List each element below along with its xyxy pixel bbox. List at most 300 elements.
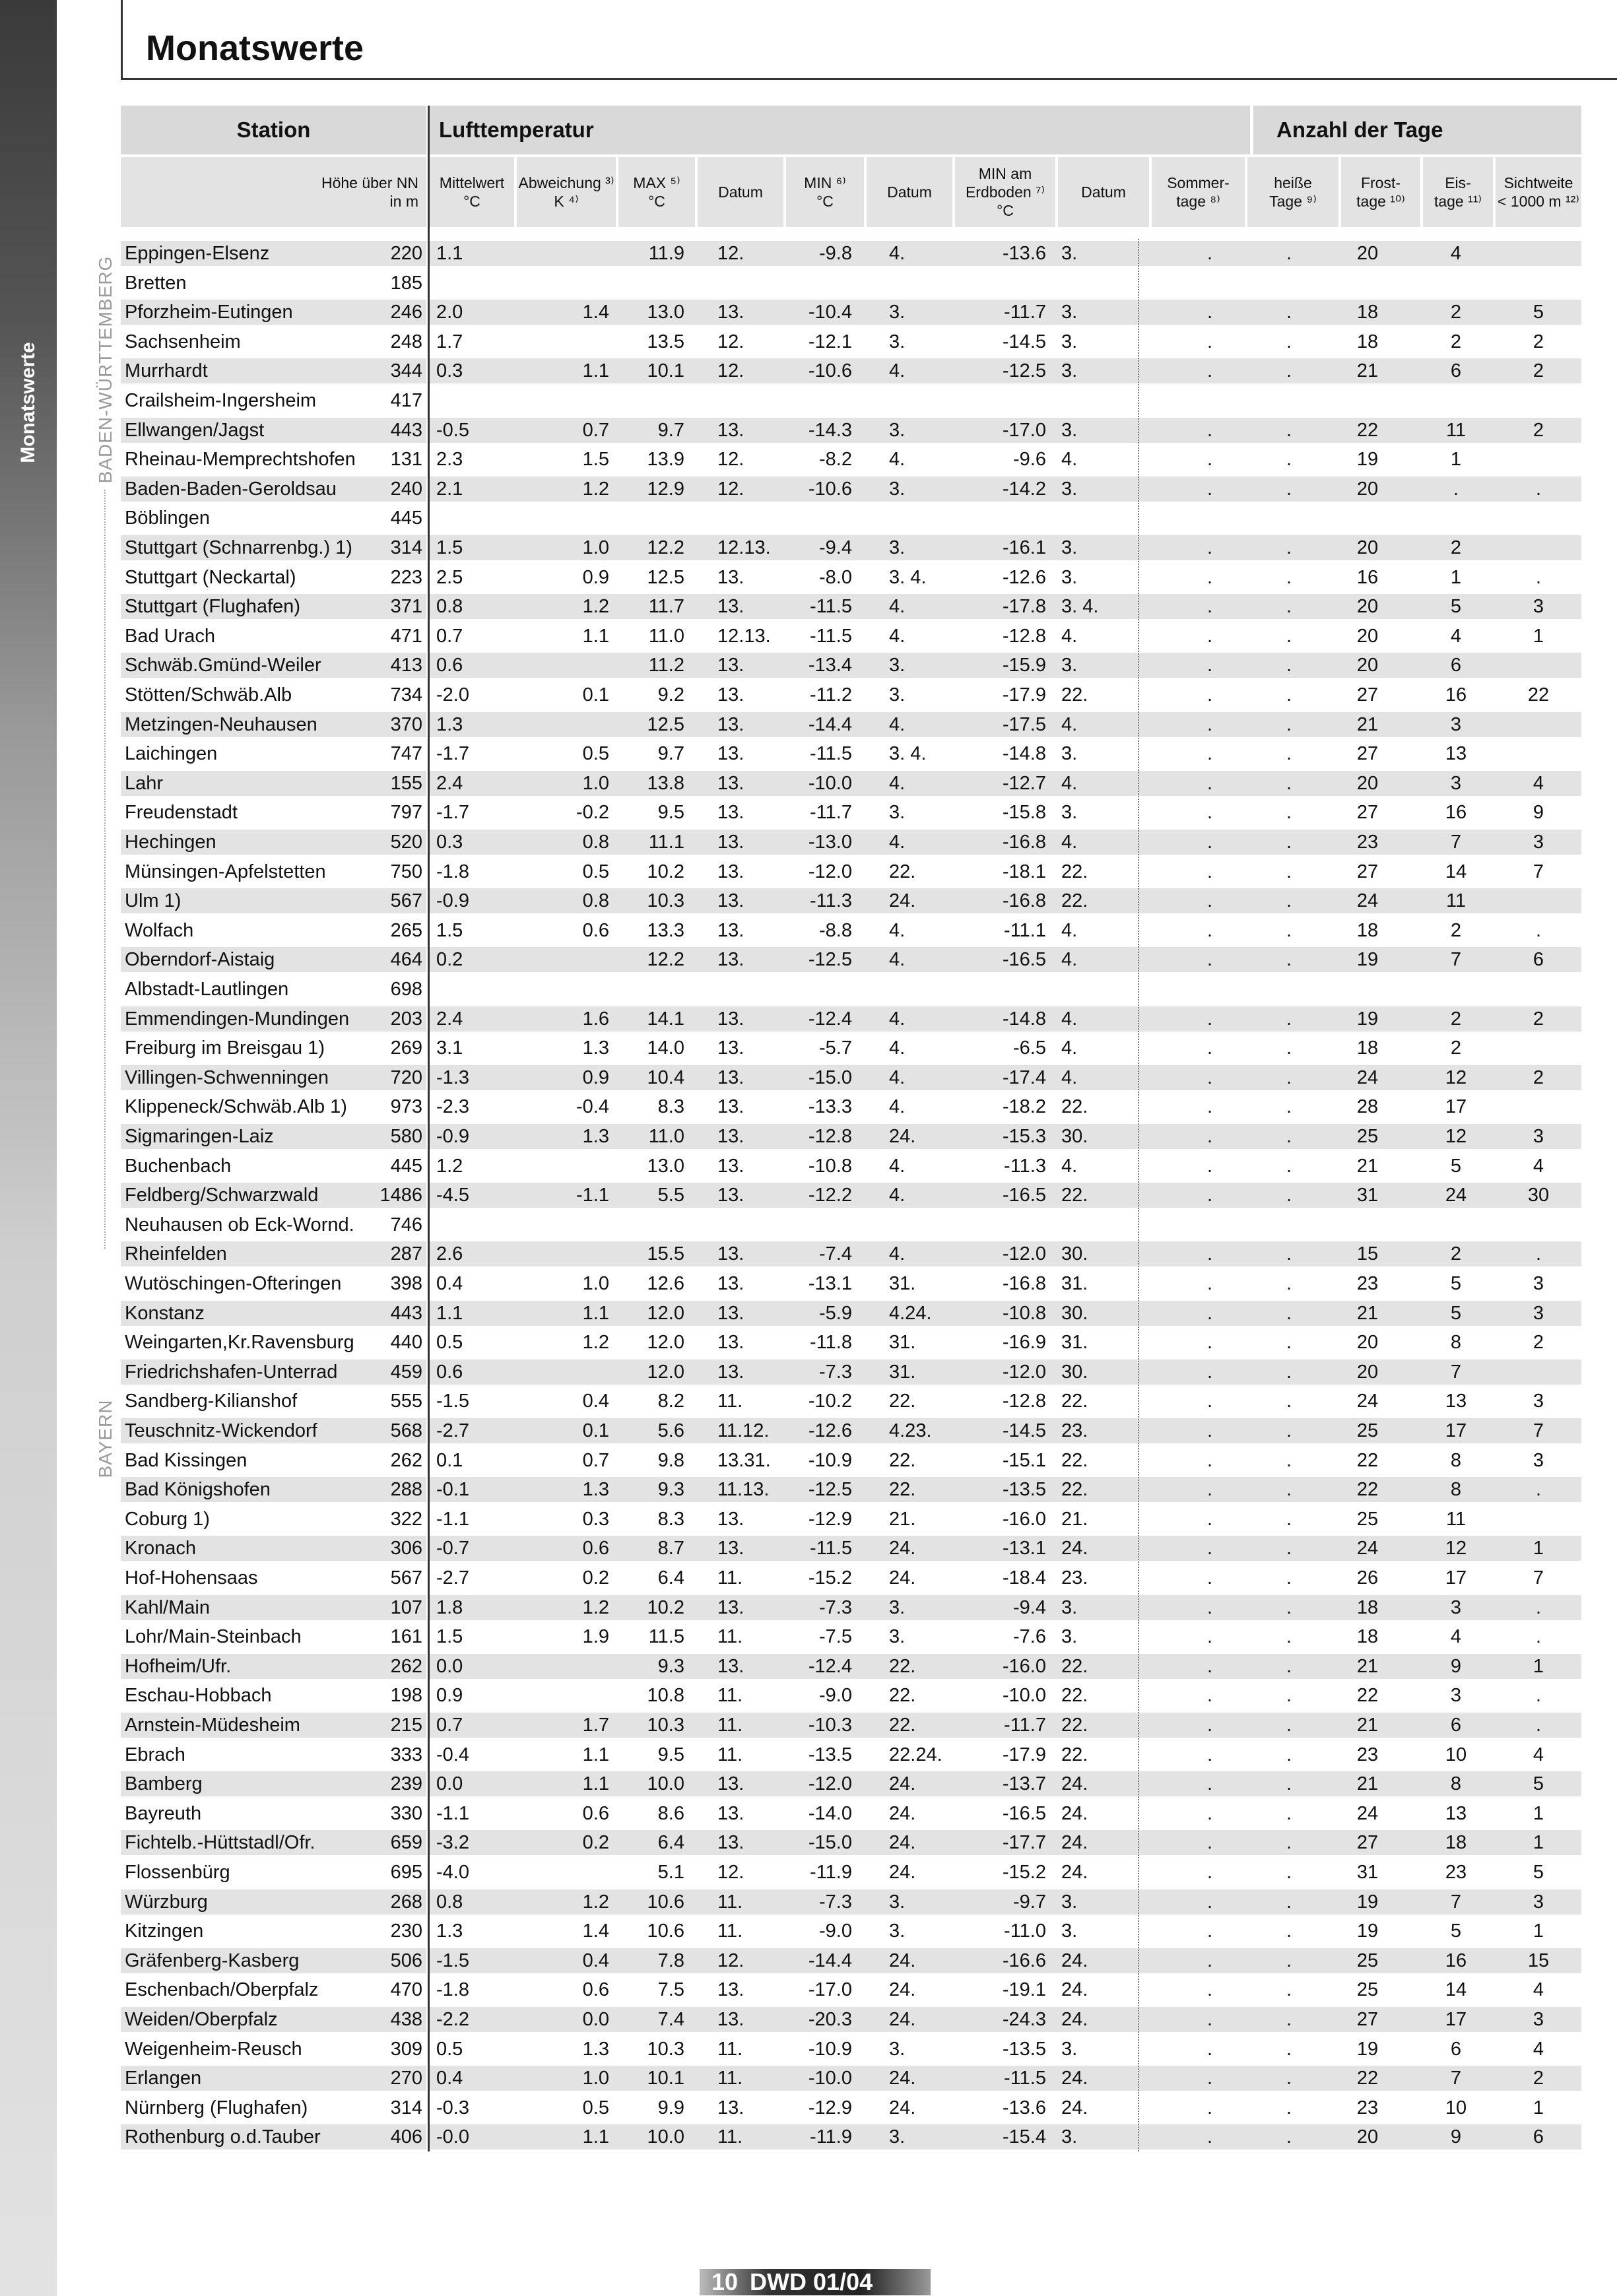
cell-sichtweite: .: [1535, 1685, 1542, 1707]
cell-min: -14.0: [808, 1802, 852, 1824]
cell-min: [786, 504, 852, 533]
cell-hoehe: 746: [390, 1214, 422, 1235]
cell-heisse-tage: .: [1286, 1685, 1292, 1707]
cell-heisse-tage: .: [1286, 890, 1292, 912]
cell-heisse-tage: .: [1286, 478, 1292, 500]
cell-eistage: 7: [1450, 2068, 1462, 2089]
table-row: [121, 1475, 1581, 1505]
cell-datum-erdboden: 22.: [1061, 1391, 1088, 1412]
cell-mittelwert: 0.3: [436, 360, 463, 382]
cell-sommertage: .: [1206, 1979, 1213, 2001]
cell-datum-erdboden: 31.: [1061, 1332, 1088, 1354]
cell-abweichung: 1.1: [582, 1302, 609, 1324]
cell-min-erdboden: -13.5: [1002, 2038, 1046, 2060]
cell-heisse-tage: .: [1286, 1920, 1292, 1942]
table-row: [121, 1563, 1581, 1593]
cell-min: -10.4: [808, 302, 852, 323]
cell-min-erdboden: -12.0: [1002, 1361, 1046, 1383]
cell-sichtweite: 6: [1533, 949, 1544, 971]
cell-hoehe: 288: [390, 1479, 422, 1501]
cell-sommertage: .: [1206, 1302, 1213, 1324]
cell-hoehe: 567: [390, 890, 422, 912]
cell-station-name: Bad Kissingen: [125, 1449, 248, 1471]
cell-station-name: Hechingen: [125, 832, 216, 853]
cell-datum-max: 11.: [717, 1567, 743, 1589]
cell-eistage: 17: [1445, 1420, 1467, 1441]
cell-min-erdboden: -17.4: [1002, 1066, 1046, 1088]
cell-abweichung: 1.2: [582, 1891, 609, 1913]
cell-min: -10.0: [808, 772, 852, 794]
cell-min: -10.2: [808, 1391, 852, 1412]
cell-hoehe: 314: [390, 537, 422, 558]
header-datum-min: Datum: [867, 157, 952, 227]
cell-datum-erdboden: 3.: [1061, 331, 1078, 352]
cell-min: -12.9: [808, 1508, 852, 1530]
cell-datum-min: 21.: [889, 1508, 916, 1530]
cell-max: 8.7: [657, 1538, 684, 1559]
cell-min-erdboden: -17.9: [1002, 1744, 1046, 1765]
cell-min: -11.8: [810, 1332, 852, 1354]
cell-datum-max: 13.: [717, 1185, 744, 1206]
cell-sichtweite: 5: [1533, 1862, 1544, 1883]
cell-station-name: Ebrach: [125, 1744, 185, 1765]
cell-hoehe: 417: [390, 390, 422, 411]
cell-eistage: 4: [1450, 243, 1462, 264]
table-row: [121, 1239, 1581, 1269]
cell-hoehe: 406: [390, 2126, 422, 2148]
cell-datum-erdboden: 24.: [1061, 1538, 1088, 1559]
cell-station-name: Friedrichshafen-Unterrad: [125, 1361, 338, 1383]
cell-hoehe: 734: [390, 684, 422, 705]
cell-eistage: 23: [1445, 1862, 1467, 1883]
cell-eistage: 8: [1450, 1449, 1462, 1471]
table-row: [121, 1299, 1581, 1328]
table-row: [121, 798, 1581, 828]
cell-sommertage: .: [1206, 655, 1213, 676]
cell-min-erdboden: -17.0: [1002, 419, 1046, 441]
cell-datum-min: 4.: [889, 1185, 906, 1206]
cell-max: 5.1: [657, 1862, 684, 1883]
cell-abweichung: -1.1: [576, 1185, 609, 1206]
cell-hoehe: 198: [390, 1685, 422, 1707]
cell-eistage: 6: [1450, 655, 1462, 676]
cell-heisse-tage: .: [1286, 949, 1292, 971]
cell-sommertage: [1190, 269, 1230, 298]
cell-abweichung: 0.6: [582, 1979, 609, 2001]
cell-hoehe: 747: [390, 743, 422, 765]
cell-eistage: 2: [1450, 1243, 1462, 1265]
cell-heisse-tage: .: [1286, 2038, 1292, 2060]
cell-min-erdboden: -16.5: [1002, 1802, 1046, 1824]
cell-max: 10.8: [647, 1685, 684, 1707]
cell-max: 11.7: [648, 596, 684, 618]
cell-sichtweite: [1496, 1210, 1581, 1240]
cell-max: 9.7: [657, 743, 684, 765]
header-sichtweite: Sichtweite < 1000 m ¹²⁾: [1496, 157, 1581, 227]
cell-datum-erdboden: 24.: [1061, 2009, 1088, 2030]
cell-heisse-tage: .: [1286, 1008, 1292, 1030]
cell-frosttage: 24: [1356, 890, 1379, 912]
cell-max: 10.4: [647, 1066, 684, 1088]
cell-heisse-tage: .: [1286, 566, 1292, 588]
cell-abweichung: 1.2: [582, 596, 609, 618]
cell-datum-erdboden: 4.: [1061, 1155, 1078, 1177]
cell-abweichung: [517, 386, 609, 416]
cell-heisse-tage: .: [1286, 1361, 1292, 1383]
cell-mittelwert: -0.5: [436, 419, 469, 441]
cell-abweichung: [517, 504, 609, 533]
cell-sichtweite: 1: [1533, 1832, 1544, 1854]
cell-datum-erdboden: 24.: [1061, 2068, 1088, 2089]
cell-datum-erdboden: 22.: [1061, 1096, 1088, 1118]
cell-abweichung: 1.2: [582, 1332, 609, 1354]
cell-heisse-tage: .: [1286, 1950, 1292, 1971]
cell-max: 5.5: [657, 1185, 684, 1206]
cell-frosttage: 25: [1356, 1950, 1379, 1971]
cell-abweichung: 1.1: [582, 625, 609, 647]
cell-abweichung: 0.5: [582, 743, 609, 765]
cell-mittelwert: 1.2: [436, 1155, 463, 1177]
cell-eistage: 6: [1450, 2038, 1462, 2060]
cell-min-erdboden: -11.3: [1004, 1155, 1046, 1177]
cell-frosttage: 22: [1356, 1449, 1379, 1471]
cell-datum-min: 4.: [889, 625, 906, 647]
table-row: [121, 1740, 1581, 1770]
cell-datum-erdboden: 30.: [1061, 1361, 1088, 1383]
cell-frosttage: 16: [1356, 566, 1379, 588]
cell-max: 11.1: [648, 832, 684, 853]
table-row: [121, 828, 1581, 857]
cell-heisse-tage: .: [1286, 537, 1292, 558]
cell-datum-min: 3.: [889, 2126, 906, 2148]
cell-max: [618, 386, 684, 416]
cell-abweichung: [517, 1681, 609, 1711]
cell-min-erdboden: -11.7: [1004, 1715, 1046, 1736]
cell-abweichung: 0.8: [582, 832, 609, 853]
cell-datum-min: 3. 4.: [889, 743, 927, 765]
header-sommertage: Sommer- tage ⁸⁾: [1152, 157, 1245, 227]
cell-sommertage: .: [1206, 331, 1213, 352]
cell-datum-erdboden: 3.: [1061, 243, 1078, 264]
cell-sichtweite: [1496, 1358, 1581, 1387]
cell-sichtweite: 6: [1533, 2126, 1544, 2148]
cell-min-erdboden: -16.1: [1002, 537, 1046, 558]
cell-station-name: Stuttgart (Schnarrenbg.) 1): [125, 537, 352, 558]
title-box: [121, 0, 1617, 80]
cell-heisse-tage: .: [1286, 1832, 1292, 1854]
cell-sichtweite: [1496, 386, 1581, 416]
column-divider-dotted: [1138, 239, 1139, 2151]
cell-min: -8.0: [819, 566, 852, 588]
cell-min: -12.8: [808, 1126, 852, 1147]
cell-min: -11.7: [810, 802, 852, 824]
cell-mittelwert: -0.9: [436, 890, 469, 912]
table-row: [121, 1917, 1581, 1946]
cell-sommertage: .: [1206, 949, 1213, 971]
cell-datum-min: 3.: [889, 478, 906, 500]
cell-sommertage: .: [1206, 2097, 1213, 2118]
cell-hoehe: 470: [390, 1979, 422, 2001]
cell-station-name: Ellwangen/Jagst: [125, 419, 265, 441]
cell-max: [618, 269, 684, 298]
cell-hoehe: 230: [390, 1920, 422, 1942]
cell-sichtweite: [1496, 886, 1581, 916]
table-row: [121, 857, 1581, 887]
cell-datum-min: 24.: [889, 1773, 916, 1795]
cell-frosttage: 15: [1356, 1243, 1379, 1265]
header-abweichung: Abweichung ³⁾ K ⁴⁾: [517, 157, 616, 227]
cell-sichtweite: 2: [1533, 2068, 1544, 2089]
header-min-erdboden: MIN am Erdboden ⁷⁾ °C: [955, 157, 1055, 227]
cell-heisse-tage: .: [1286, 1332, 1292, 1354]
cell-sichtweite: [1496, 533, 1581, 563]
cell-datum-erdboden: 3.: [1061, 1891, 1078, 1913]
cell-sichtweite: 3: [1533, 1302, 1544, 1324]
cell-eistage: 2: [1450, 331, 1462, 352]
cell-mittelwert: 0.5: [436, 2038, 463, 2060]
cell-max: [618, 504, 684, 533]
cell-sommertage: .: [1206, 1449, 1213, 1471]
cell-min-erdboden: -12.8: [1002, 625, 1046, 647]
cell-max: 12.5: [647, 566, 684, 588]
cell-min-erdboden: -11.1: [1004, 919, 1046, 941]
cell-station-name: Bamberg: [125, 1773, 203, 1795]
cell-eistage: 4: [1450, 625, 1462, 647]
cell-eistage: 6: [1450, 360, 1462, 382]
cell-station-name: Weingarten,Kr.Ravensburg: [125, 1332, 354, 1354]
cell-sommertage: .: [1206, 1155, 1213, 1177]
cell-heisse-tage: .: [1286, 625, 1292, 647]
cell-heisse-tage: .: [1286, 713, 1292, 735]
cell-min-erdboden: -11.7: [1004, 302, 1046, 323]
cell-datum-min: 4.: [889, 1243, 906, 1265]
cell-datum-min: 22.: [889, 861, 916, 882]
cell-min-erdboden: -19.1: [1002, 1979, 1046, 2001]
cell-heisse-tage: .: [1286, 1185, 1292, 1206]
cell-mittelwert: -2.7: [436, 1420, 469, 1441]
cell-sommertage: .: [1206, 1685, 1213, 1707]
cell-eistage: [1423, 1210, 1489, 1240]
cell-frosttage: 22: [1356, 1685, 1379, 1707]
cell-datum-max: 13.: [717, 743, 744, 765]
cell-sommertage: .: [1206, 919, 1213, 941]
cell-min: -9.0: [819, 1685, 852, 1707]
cell-frosttage: 18: [1356, 1626, 1379, 1648]
cell-station-name: Neuhausen ob Eck-Wornd.: [125, 1214, 354, 1235]
cell-sichtweite: 2: [1533, 360, 1544, 382]
cell-mittelwert: 2.4: [436, 772, 463, 794]
cell-heisse-tage: .: [1286, 419, 1292, 441]
cell-frosttage: 20: [1356, 243, 1379, 264]
cell-hoehe: 246: [390, 302, 422, 323]
cell-eistage: 18: [1445, 1832, 1467, 1854]
cell-eistage: [1423, 269, 1489, 298]
cell-datum-erdboden: 4.: [1061, 713, 1078, 735]
cell-datum-max: 13.: [717, 1655, 744, 1677]
cell-heisse-tage: [1269, 975, 1309, 1004]
cell-sichtweite: .: [1535, 478, 1542, 500]
cell-sichtweite: [1496, 651, 1581, 680]
cell-heisse-tage: .: [1286, 832, 1292, 853]
table-row: [121, 1269, 1581, 1299]
cell-sichtweite: 7: [1533, 1420, 1544, 1441]
cell-frosttage: 19: [1356, 1008, 1379, 1030]
cell-heisse-tage: .: [1286, 743, 1292, 765]
cell-sommertage: .: [1206, 1273, 1213, 1294]
cell-frosttage: 19: [1356, 2038, 1379, 2060]
header-station: Station: [121, 106, 426, 154]
cell-mittelwert: [436, 1210, 515, 1240]
cell-eistage: [1423, 975, 1489, 1004]
cell-eistage: [1423, 504, 1489, 533]
cell-sommertage: .: [1206, 1126, 1213, 1147]
table-row: [121, 1652, 1581, 1682]
cell-datum-max: 12.: [717, 478, 744, 500]
cell-sichtweite: 4: [1533, 1155, 1544, 1177]
cell-station-name: Ulm 1): [125, 890, 182, 912]
cell-station-name: Sigmaringen-Laiz: [125, 1126, 274, 1147]
table-row: [121, 298, 1581, 327]
cell-min-erdboden: -17.5: [1002, 713, 1046, 735]
cell-heisse-tage: .: [1286, 1479, 1292, 1501]
cell-min-erdboden: -13.5: [1002, 1479, 1046, 1501]
cell-hoehe: 268: [390, 1891, 422, 1913]
table-row: [121, 2005, 1581, 2035]
cell-eistage: 11: [1445, 1508, 1467, 1530]
cell-mittelwert: 0.5: [436, 1332, 463, 1354]
cell-datum-min: 24.: [889, 2009, 916, 2030]
table-row: [121, 1416, 1581, 1446]
header-max: MAX ⁵⁾ °C: [618, 157, 695, 227]
cell-frosttage: 27: [1356, 743, 1379, 765]
cell-sichtweite: 15: [1527, 1950, 1550, 1971]
cell-sommertage: .: [1206, 1332, 1213, 1354]
cell-datum-max: 13.: [717, 302, 744, 323]
cell-heisse-tage: .: [1286, 1508, 1292, 1530]
cell-max: 12.0: [647, 1302, 684, 1324]
cell-max: 5.6: [657, 1420, 684, 1441]
cell-mittelwert: -3.2: [436, 1832, 469, 1854]
cell-datum-min: 22.: [889, 1655, 916, 1677]
cell-abweichung: 1.0: [582, 2068, 609, 2089]
cell-hoehe: 973: [390, 1096, 422, 1118]
cell-abweichung: 0.2: [582, 1832, 609, 1854]
cell-min-erdboden: -12.6: [1002, 566, 1046, 588]
cell-abweichung: 1.0: [582, 772, 609, 794]
cell-max: 12.5: [647, 713, 684, 735]
cell-datum-erdboden: 3.: [1061, 1626, 1078, 1648]
cell-datum-min: 4.: [889, 772, 906, 794]
cell-frosttage: 25: [1356, 1126, 1379, 1147]
cell-mittelwert: 2.6: [436, 1243, 463, 1265]
cell-hoehe: 797: [390, 802, 422, 824]
table-row: [121, 916, 1581, 946]
cell-mittelwert: 2.1: [436, 478, 463, 500]
cell-frosttage: 21: [1356, 1773, 1379, 1795]
page-footer: [700, 2269, 931, 2295]
cell-datum-max: 13.: [717, 684, 744, 705]
cell-station-name: Arnstein-Müdesheim: [125, 1715, 300, 1736]
cell-mittelwert: -4.5: [436, 1185, 469, 1206]
cell-datum-min: 3.: [889, 331, 906, 352]
cell-sommertage: .: [1206, 1950, 1213, 1971]
cell-heisse-tage: .: [1286, 1596, 1292, 1618]
cell-frosttage: 19: [1356, 1920, 1379, 1942]
cell-datum-min: 3.: [889, 1891, 906, 1913]
cell-heisse-tage: .: [1286, 861, 1292, 882]
cell-datum-min: 22.: [889, 1715, 916, 1736]
cell-frosttage: 28: [1356, 1096, 1379, 1118]
cell-datum-min: 4.: [889, 1037, 906, 1059]
cell-sichtweite: 3: [1533, 1449, 1544, 1471]
cell-frosttage: 20: [1356, 655, 1379, 676]
cell-hoehe: 262: [390, 1655, 422, 1677]
cell-eistage: 7: [1450, 949, 1462, 971]
cell-min-erdboden: -18.4: [1002, 1567, 1046, 1589]
table-row: [121, 1799, 1581, 1829]
cell-hoehe: 720: [390, 1066, 422, 1088]
cell-hoehe: 203: [390, 1008, 422, 1030]
cell-mittelwert: -0.9: [436, 1126, 469, 1147]
cell-mittelwert: -1.8: [436, 1979, 469, 2001]
cell-sichtweite: .: [1535, 1243, 1542, 1265]
cell-sichtweite: 1: [1533, 1802, 1544, 1824]
cell-hoehe: 306: [390, 1538, 422, 1559]
cell-sommertage: .: [1206, 449, 1213, 471]
cell-datum-erdboden: 23.: [1061, 1420, 1088, 1441]
cell-datum-erdboden: 22.: [1061, 1685, 1088, 1707]
cell-max: 10.3: [647, 1715, 684, 1736]
cell-eistage: 5: [1450, 596, 1462, 618]
cell-eistage: 11: [1445, 419, 1467, 441]
cell-eistage: 3: [1450, 1596, 1462, 1618]
cell-datum-max: 11.: [717, 1715, 743, 1736]
cell-abweichung: 0.1: [582, 684, 609, 705]
cell-datum-erdboden: 22.: [1061, 1185, 1088, 1206]
cell-sichtweite: [1496, 239, 1581, 269]
cell-sichtweite: [1496, 739, 1581, 769]
cell-mittelwert: 1.1: [436, 1302, 463, 1324]
cell-station-name: Rheinfelden: [125, 1243, 227, 1265]
cell-max: 8.2: [657, 1391, 684, 1412]
cell-datum-min: 4.: [889, 1096, 906, 1118]
cell-min: -12.4: [808, 1008, 852, 1030]
cell-abweichung: 1.1: [582, 1773, 609, 1795]
cell-min-erdboden: -16.5: [1002, 949, 1046, 971]
cell-sichtweite: [1496, 975, 1581, 1004]
cell-min: -10.0: [808, 2068, 852, 2089]
cell-min-erdboden: -16.6: [1002, 1950, 1046, 1971]
cell-sichtweite: [1496, 269, 1581, 298]
cell-datum-max: 13.: [717, 890, 744, 912]
cell-min: -5.9: [819, 1302, 852, 1324]
cell-datum-min: 3.: [889, 655, 906, 676]
cell-station-name: Böblingen: [125, 508, 210, 529]
cell-abweichung: 0.3: [582, 1508, 609, 1530]
cell-station-name: Bretten: [125, 272, 187, 294]
cell-heisse-tage: .: [1286, 1744, 1292, 1765]
cell-min-erdboden: -17.9: [1002, 684, 1046, 705]
cell-frosttage: 21: [1356, 1155, 1379, 1177]
cell-heisse-tage: [1269, 504, 1309, 533]
cell-datum-min: 4.: [889, 243, 906, 264]
cell-frosttage: 21: [1356, 1302, 1379, 1324]
cell-hoehe: 314: [390, 2097, 422, 2118]
cell-sichtweite: 3: [1533, 596, 1544, 618]
table-row: [121, 416, 1581, 445]
table-row: [121, 739, 1581, 769]
cell-heisse-tage: .: [1286, 1862, 1292, 1883]
